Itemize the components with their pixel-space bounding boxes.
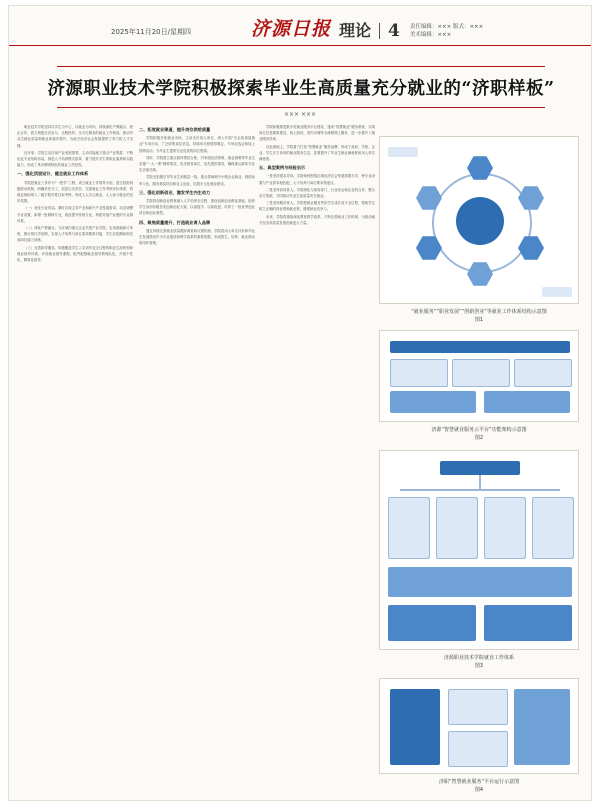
figure-1-caption: “就业服务”“职业发展”“创新创业”等就业工作体系结构示意图 [411,309,547,315]
paragraph: 学院将创新创业教育融入人才培养全过程，建设创新创业孵化基地，组织学生参加各级各类创新创业大赛，以赛促学、以赛促创，培育了一批优秀创业项目和创业典型。 [139,199,255,216]
diagram-box [514,359,572,387]
article-column-1 [17,124,133,792]
figure-2-caption: 济源“智慧就业服务云平台”功能架构示意图 [431,427,527,433]
figure-4-label: 图4 [474,787,484,793]
diagram-bar [390,341,570,353]
editors-credit [410,23,483,39]
diagram-box [390,391,476,413]
section-subhead: 一、强化顶层设计，健全就业工作体系 [17,171,89,177]
paragraph: 在此基础上，学院着力打造“智慧就业”服务品牌，形成了政府、学校、企业、学生多方协同的就业服务生态，显著提升了毕业生就业满意度和用人单位满意度。 [259,144,375,162]
figure-3-label: 图3 [474,663,484,669]
diagram-box [448,689,508,725]
diagram-box [514,689,570,765]
diagram-box [484,605,572,641]
diagram-box [390,689,440,765]
diagram-box [436,497,478,559]
figure-1-label: 图1 [474,317,484,323]
center-node [456,197,504,245]
paragraph: （一）优化专业布局。紧盯区域主导产业和新兴产业发展需求，动态调整专业设置，新增一批紧缺专业，改造提升传统专业，构建对接产业链的专业群体系。 [17,206,133,223]
paragraph: 一是坚持需求导向。学院始终围绕区域经济社会发展需要办学，使专业设置与产业需求相匹配，人才培养与岗位要求相适应。 [259,174,375,185]
article-column-3 [259,124,375,792]
paragraph: （二）深化产教融合。与区域内重点企业共建产业学院、实训基地和订单班，推行现代学徒制，实现人才培养与岗位需求精准对接，学生在校期间即完成岗位能力训练。 [17,226,133,243]
figures-column [379,124,581,794]
diagram-box [388,497,430,559]
section-subhead: 四、聚焦质量提升，打造就业育人品牌 [139,219,211,225]
issue-date: 2025年11月20日/星期四 [111,28,191,36]
paragraph: 学院积极开拓就业市场，主动走访用人单位，深入开展“访企拓岗促就业”专项行动，广泛收集岗位信息，持续举办校园招聘会、专场双选会和线上招聘活动，为毕业生提供充足优质的岗位资源。 [139,136,255,153]
legend-block [388,147,418,157]
paragraph: 学院把就业工作作为“一把手”工程，成立就业工作领导小组，建立校院两级联动机制，明确责任分工，层层压实责任。完善就业工作考核评价体系，将就业指标纳入二级学院年度目标考核，形成人人关心就业、人人参与就业的良好氛围。 [17,180,133,204]
figure-2-platform-diagram [379,330,579,422]
diagram-box [448,731,508,767]
diagram-box [388,605,476,641]
figure-3-system-diagram [379,450,579,650]
paragraph: 学院积极推进数字化就业服务平台建设，建成“智慧就业”服务系统，实现岗位信息精准推送、线上面试、签约办理等全流程网上服务，进一步提升了就业服务效率。 [259,125,375,142]
figure-4-caption: 济职“智慧就业服务”平台运行示意图 [438,779,520,785]
byline: ××× ××× [283,111,317,118]
diagram-box [388,567,572,597]
paragraph: 学院还积极引导毕业生到基层一线、重点领域和中小微企业就业，鼓励参军入伍、服务基层项目和自主创业，拓展多元化就业路径。 [139,175,255,186]
paragraph: 同时，学院建立重点群体帮扶台账，对家庭经济困难、就业困难等毕业生实施“一人一策”精准帮扶，优先推荐岗位，优先提供指导，确保重点群体毕业生应就尽就。 [139,155,255,173]
paragraph: 职业技术学院坚持以学生为中心，以就业为导向，持续深化产教融合、校企合作，着力构建全员参与、全程指导、全方位服务的就业工作格局，推动毕业生就业质量和就业率稳步提升，为地方经济社会发展提供了有力的人才支撑。 [17,125,133,148]
editor-line: 责任编辑：××× 版式：××× [409,24,484,30]
connector-line [400,489,560,491]
newspaper-page [8,5,592,801]
paragraph: 三是坚持服务育人。学院把就业服务贯穿学生成长成才全过程，帮助学生树立正确的择业观和就业观，增强就业竞争力。 [259,201,375,212]
diagram-box [532,497,574,559]
paragraph: （三）完善指导服务。构建覆盖学生入学到毕业全过程的职业生涯规划和就业指导体系，开设就业指导课程，配齐配强就业指导教师队伍，开展个性化、精准化指导。 [17,245,133,263]
figure-3-caption: 济源职业技术学院就业工作体系 [443,655,514,661]
paragraph: 未来，学院将继续深化教育教学改革，不断完善就业工作机制，为推动地方经济高质量发展贡献更大力量。 [259,214,375,225]
diagram-box [484,497,526,559]
figure-2-label: 图2 [474,435,484,441]
paragraph: 二是坚持协同育人。学院深化与政府部门、行业协会和企业的合作，整合各方资源，共同推动毕业生高质量充分就业。 [259,187,375,199]
section-subhead: 三、强化创新创业，激发学生内生动力 [139,189,211,195]
connector-line [479,475,481,489]
diagram-box [484,391,570,413]
section-subhead: 二、拓宽就业渠道，提升岗位供给质量 [139,127,211,132]
diagram-box [390,359,448,387]
figure-4-operation-diagram [379,678,579,774]
section-name: 理论 [339,21,372,40]
diagram-title-box [440,461,520,475]
section-subhead: 五、典型案例与经验启示 [259,165,306,171]
article-column-2 [139,124,255,792]
newspaper-name: 济源日报 [251,18,332,40]
legend-block [542,287,572,297]
editor-line: 美术编辑：××× [409,32,452,38]
masthead [9,6,591,46]
page-number: 4 [388,21,400,41]
diagram-box [452,359,510,387]
paragraph: 通过持续完善就业质量跟踪调查和反馈机制，学院将用人单位评价和毕业生发展情况作为专业建设和教学改革的重要依据，形成招生、培养、就业联动的闭环管理。 [139,228,255,246]
masthead-divider [379,23,380,39]
paragraph: 近年来，学院立足区域产业发展需要，主动对接地方重点产业集群，不断优化专业结构布局，推进人才培养模式改革，着力提升学生的职业素养和实践能力，形成了具有鲜明特色的就业工作经验。 [17,150,133,168]
headline-box [47,66,555,108]
article-headline: 济源职业技术学院积极探索毕业生高质量充分就业的“济职样板” [47,78,555,99]
figure-1-framework-diagram [379,136,579,304]
